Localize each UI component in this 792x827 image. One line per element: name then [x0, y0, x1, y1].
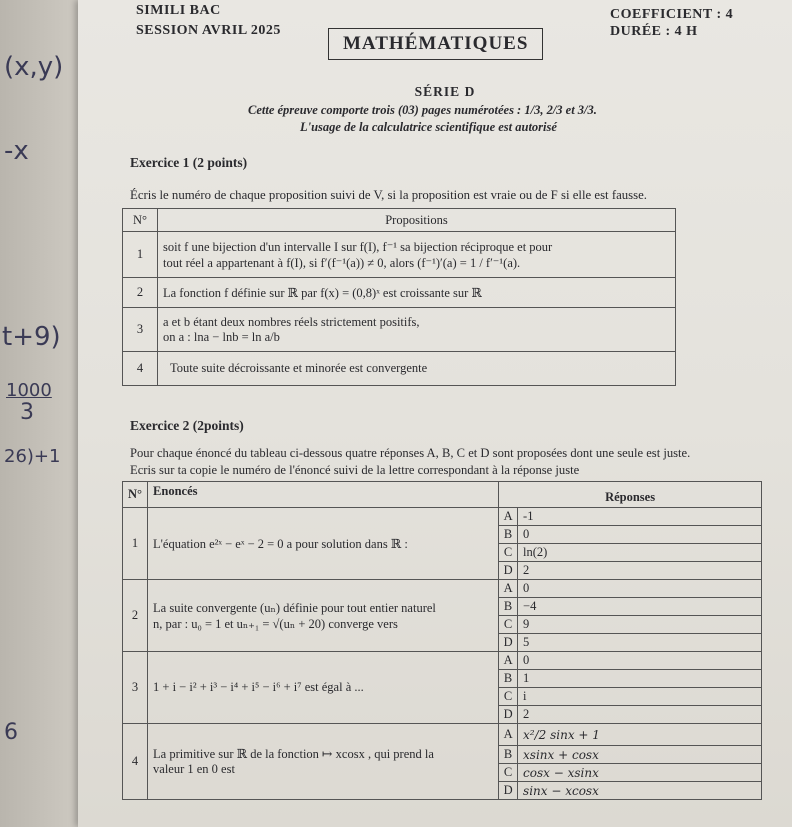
answer-letter: A: [499, 724, 518, 746]
answer-value: 2: [518, 562, 762, 580]
row-number: 1: [123, 508, 148, 580]
exercise1-instruction: Écris le numéro de chaque proposition suivi de V, si la proposition est vraie ou de F si elle est fausse.: [130, 188, 647, 202]
answer-value: x²/2 sinx + 1: [518, 724, 762, 746]
exercise1-table: [122, 208, 676, 386]
exercise2-title: Exercice 2 (2points): [130, 418, 244, 433]
answer-value: 1: [518, 670, 762, 688]
answer-letter: B: [499, 598, 518, 616]
enonce-line: 1 + i − i² + i³ − i⁴ + i⁵ − i⁶ + i⁷ est égal à ...: [153, 680, 364, 694]
proposition-line: on a : lna − lnb = ln a/b: [163, 329, 280, 344]
answer-value: i: [518, 688, 762, 706]
answer-letter: D: [499, 562, 518, 580]
row-number: 2: [123, 278, 158, 308]
answer-letter: C: [499, 544, 518, 562]
answer-value: −4: [518, 598, 762, 616]
margin-scribble: 3: [20, 400, 34, 425]
answer-value: xsinx + cosx: [518, 746, 762, 764]
serie-label: SÉRIE D: [414, 84, 476, 99]
table-header-row: [123, 482, 762, 508]
exercise2-table: [122, 481, 762, 800]
table-row: [123, 352, 676, 386]
enonce-line: La suite convergente (uₙ) définie pour tout entier naturel: [153, 600, 436, 615]
proposition-line: a et b étant deux nombres réels strictement positifs,: [163, 314, 420, 329]
col-header-num: N°: [123, 482, 148, 508]
margin-scribble: 1000: [6, 380, 52, 401]
table-row: [123, 652, 762, 670]
proposition-line: Toute suite décroissante et minorée est convergente: [170, 361, 428, 375]
enonce-cell: [148, 724, 499, 800]
proposition-cell: [158, 352, 676, 386]
answer-letter: C: [499, 616, 518, 634]
answer-value: 2: [518, 706, 762, 724]
table-row: [123, 232, 676, 278]
answer-letter: B: [499, 526, 518, 544]
enonce-line: valeur 1 en 0 est: [153, 762, 235, 776]
enonce-cell: [148, 652, 499, 724]
table-row: [123, 278, 676, 308]
exercise2-instruction: Pour chaque énoncé du tableau ci-dessous quatre réponses A, B, C et D sont proposées dont une seule est juste.: [130, 446, 691, 460]
row-number: 2: [123, 580, 148, 652]
enonce-cell: [148, 580, 499, 652]
col-header-num: N°: [123, 209, 158, 232]
col-header-propositions: Propositions: [158, 209, 676, 232]
proposition-cell: [158, 278, 676, 308]
answer-letter: C: [499, 688, 518, 706]
answer-value: 0: [518, 652, 762, 670]
answer-letter: A: [499, 652, 518, 670]
row-number: 3: [123, 308, 158, 352]
proposition-cell: [158, 232, 676, 278]
row-number: 3: [123, 652, 148, 724]
answer-value: 5: [518, 634, 762, 652]
answer-letter: A: [499, 508, 518, 526]
answer-letter: A: [499, 580, 518, 598]
answer-letter: B: [499, 746, 518, 764]
table-row: [123, 580, 762, 598]
page-title: MATHÉMATIQUES: [328, 28, 543, 60]
intro-pages: Cette épreuve comporte trois (03) pages numérotées : 1/3, 2/3 et 3/3.: [248, 103, 597, 117]
proposition-line: La fonction f définie sur ℝ par f(x) = (0,8)ˣ est croissante sur ℝ: [163, 285, 482, 300]
table-row: [123, 508, 762, 526]
row-number: 1: [123, 232, 158, 278]
answer-value: 0: [518, 526, 762, 544]
header-session: SESSION AVRIL 2025: [136, 23, 281, 38]
intro-calculator: L'usage de la calculatrice scientifique est autorisé: [300, 120, 557, 134]
answer-value: cosx − xsinx: [518, 764, 762, 782]
table-header-row: [123, 209, 676, 232]
col-header-enonces: Enoncés: [148, 482, 499, 508]
answer-letter: D: [499, 706, 518, 724]
answer-letter: B: [499, 670, 518, 688]
table-row: [123, 308, 676, 352]
exam-sheet: [78, 0, 792, 827]
answer-value: sinx − xcosx: [518, 782, 762, 800]
header-duree: DURÉE : 4 H: [610, 24, 698, 39]
exercise1-title: Exercice 1 (2 points): [130, 155, 248, 170]
answer-value: 0: [518, 580, 762, 598]
answer-value: -1: [518, 508, 762, 526]
answer-letter: D: [499, 782, 518, 800]
answer-value: 9: [518, 616, 762, 634]
table-row: [123, 724, 762, 746]
enonce-line: La primitive sur ℝ de la fonction ↦ xcosx , qui prend la: [153, 747, 434, 761]
proposition-line: soit f une bijection d'un intervalle I sur f(I), f⁻¹ sa bijection réciproque et pour: [163, 239, 553, 254]
row-number: 4: [123, 724, 148, 800]
margin-scribble: -x: [4, 136, 29, 166]
answer-letter: C: [499, 764, 518, 782]
answer-letter: D: [499, 634, 518, 652]
margin-scribble: t+9): [2, 322, 61, 352]
proposition-line: tout réel a appartenant à f(I), si f′(f⁻¹(a)) ≠ 0, alors (f⁻¹)′(a) = 1 / f′⁻¹(a).: [163, 255, 521, 270]
margin-scribble: 6: [4, 720, 18, 745]
header-simili-bac: SIMILI BAC: [136, 3, 221, 18]
enonce-line: L'équation e²ˣ − eˣ − 2 = 0 a pour solution dans ℝ :: [153, 536, 408, 551]
margin-scribble: 26)+1: [4, 446, 61, 467]
row-number: 4: [123, 352, 158, 386]
exercise2-instruction: Ecris sur ta copie le numéro de l'énoncé suivi de la lettre correspondant à la réponse juste: [130, 463, 580, 477]
header-coefficient: COEFFICIENT : 4: [610, 7, 734, 22]
proposition-cell: [158, 308, 676, 352]
col-header-reponses: Réponses: [499, 482, 762, 508]
enonce-line: n, par : u₀ = 1 et uₙ₊₁ = √(uₙ + 20) converge vers: [153, 616, 398, 631]
enonce-cell: [148, 508, 499, 580]
answer-value: ln(2): [518, 544, 762, 562]
margin-scribble: (x,y): [4, 52, 64, 82]
